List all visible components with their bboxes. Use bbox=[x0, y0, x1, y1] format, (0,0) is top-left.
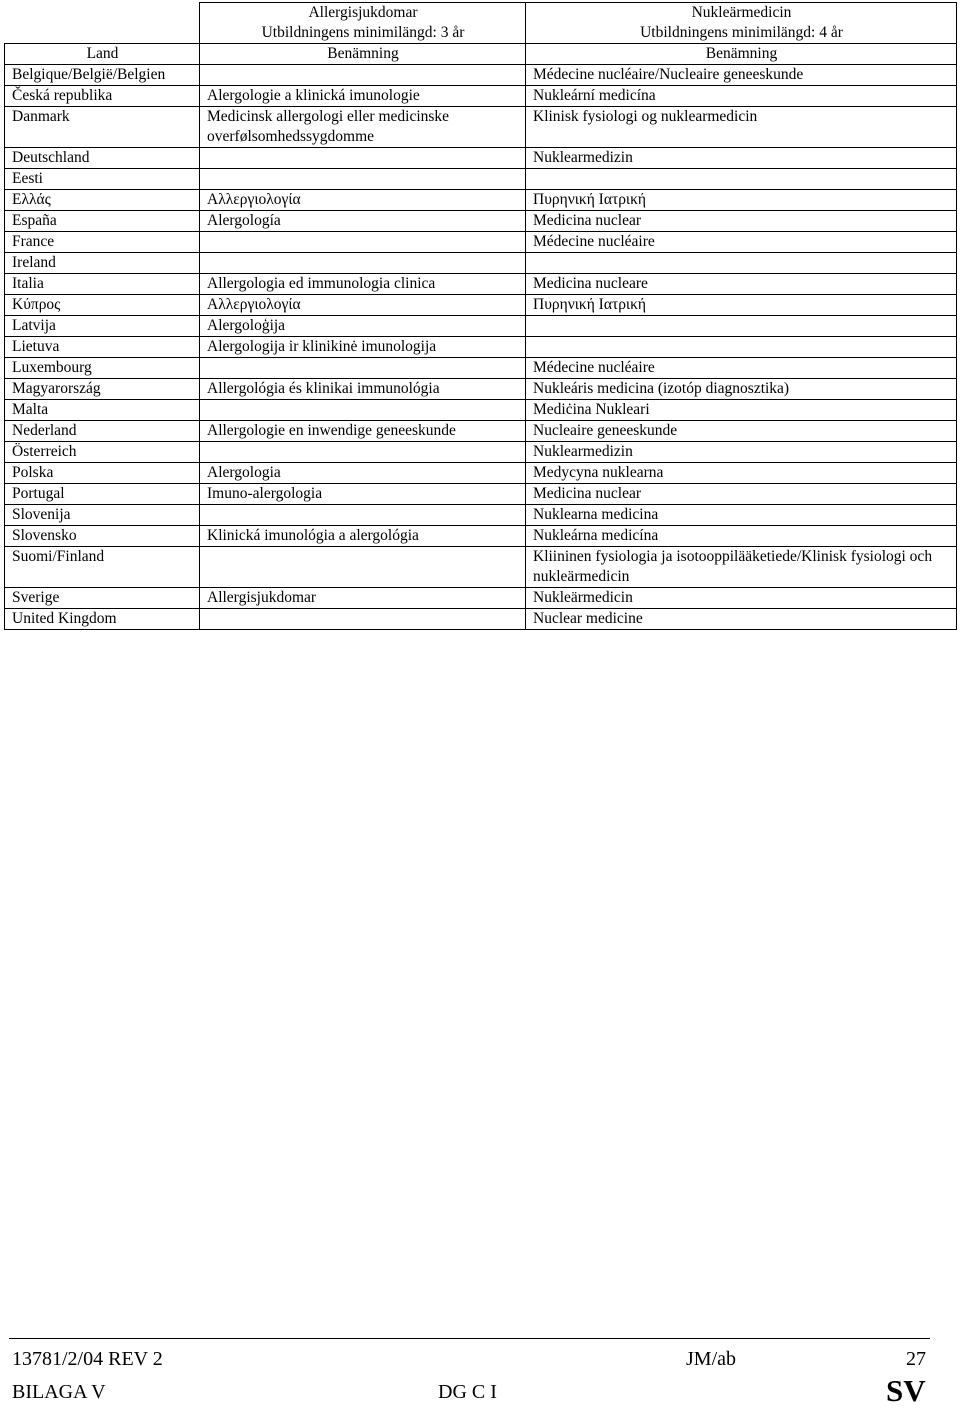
land-cell: Κύπρος bbox=[5, 295, 200, 316]
land-cell: Ελλάς bbox=[5, 190, 200, 211]
table-row bbox=[5, 588, 957, 609]
nuclear-name-cell: Medycyna nuklearna bbox=[526, 463, 957, 484]
table-row bbox=[5, 505, 957, 526]
nuclear-duration: Utbildningens minimilängd: 4 år bbox=[640, 24, 843, 41]
table-row bbox=[5, 526, 957, 547]
nuclear-name-cell: Medicina nuclear bbox=[526, 484, 957, 505]
table-row bbox=[5, 169, 957, 190]
table-row bbox=[5, 86, 957, 107]
table-row bbox=[5, 337, 957, 358]
header-empty-cell bbox=[5, 3, 200, 44]
table-row bbox=[5, 442, 957, 463]
allergy-name-cell: Alergología bbox=[200, 211, 526, 232]
nuclear-name-cell: Kliininen fysiologia ja isotooppilääketiede/Klinisk fysiologi och nukleärmedicin bbox=[526, 547, 957, 588]
allergy-name-cell: Klinická imunológia a alergológia bbox=[200, 526, 526, 547]
nuclear-name-cell: Nuklearmedizin bbox=[526, 148, 957, 169]
column-header-nuclear-name: Benämning bbox=[526, 44, 957, 65]
land-cell: Deutschland bbox=[5, 148, 200, 169]
allergy-title: Allergisjukdomar bbox=[308, 4, 418, 21]
nuclear-name-cell: Πυρηνική Ιατρική bbox=[526, 295, 957, 316]
land-cell: United Kingdom bbox=[5, 609, 200, 630]
land-cell: Ireland bbox=[5, 253, 200, 274]
land-cell: Malta bbox=[5, 400, 200, 421]
nuclear-name-cell bbox=[526, 169, 957, 190]
nuclear-name-cell bbox=[526, 253, 957, 274]
land-cell: France bbox=[5, 232, 200, 253]
footer-page-number: 27 bbox=[906, 1348, 926, 1370]
nuclear-name-cell: Nukleáris medicina (izotóp diagnosztika) bbox=[526, 379, 957, 400]
nuclear-name-cell: Nuclear medicine bbox=[526, 609, 957, 630]
allergy-name-cell: Medicinsk allergologi eller medicinske overfølsomhedssygdomme bbox=[200, 107, 526, 148]
allergy-name-cell: Alergologia bbox=[200, 463, 526, 484]
land-cell: Luxembourg bbox=[5, 358, 200, 379]
footer-initials: JM/ab bbox=[686, 1348, 736, 1370]
nuclear-name-cell bbox=[526, 337, 957, 358]
land-cell: Polska bbox=[5, 463, 200, 484]
header-row-titles bbox=[5, 3, 957, 44]
header-nuclear bbox=[526, 3, 957, 44]
land-cell: Danmark bbox=[5, 107, 200, 148]
land-cell: Slovenija bbox=[5, 505, 200, 526]
table-row bbox=[5, 65, 957, 86]
allergy-name-cell: Alergologija ir klinikinė imunologija bbox=[200, 337, 526, 358]
nuclear-name-cell: Nukleární medicína bbox=[526, 86, 957, 107]
allergy-name-cell bbox=[200, 169, 526, 190]
allergy-name-cell bbox=[200, 400, 526, 421]
header-allergy bbox=[200, 3, 526, 44]
allergy-name-cell: Imuno-alergologia bbox=[200, 484, 526, 505]
table-row bbox=[5, 400, 957, 421]
nuclear-name-cell bbox=[526, 316, 957, 337]
table-row bbox=[5, 148, 957, 169]
footer-dg: DG C I bbox=[438, 1381, 497, 1403]
nuclear-name-cell: Medicina nuclear bbox=[526, 211, 957, 232]
nuclear-name-cell: Nuklearna medicina bbox=[526, 505, 957, 526]
footer-rule bbox=[9, 1338, 930, 1339]
column-header-allergy-name: Benämning bbox=[200, 44, 526, 65]
allergy-name-cell bbox=[200, 148, 526, 169]
allergy-name-cell bbox=[200, 442, 526, 463]
land-cell: Italia bbox=[5, 274, 200, 295]
header-row-labels bbox=[5, 44, 957, 65]
allergy-name-cell bbox=[200, 609, 526, 630]
land-cell: Nederland bbox=[5, 421, 200, 442]
allergy-name-cell: Allergológia és klinikai immunológia bbox=[200, 379, 526, 400]
land-cell: Latvija bbox=[5, 316, 200, 337]
land-cell: Belgique/België/Belgien bbox=[5, 65, 200, 86]
table-row bbox=[5, 211, 957, 232]
allergy-name-cell bbox=[200, 358, 526, 379]
land-cell: Magyarország bbox=[5, 379, 200, 400]
footer-language: SV bbox=[886, 1373, 926, 1408]
table-row bbox=[5, 421, 957, 442]
nuclear-name-cell: Nuklearmedizin bbox=[526, 442, 957, 463]
nuclear-name-cell: Πυρηνική Ιατρική bbox=[526, 190, 957, 211]
allergy-name-cell bbox=[200, 65, 526, 86]
footer-annex: BILAGA V bbox=[12, 1381, 106, 1403]
nuclear-name-cell: Mediċina Nukleari bbox=[526, 400, 957, 421]
allergy-name-cell: Allergologia ed immunologia clinica bbox=[200, 274, 526, 295]
land-cell: Lietuva bbox=[5, 337, 200, 358]
nuclear-name-cell: Nukleárna medicína bbox=[526, 526, 957, 547]
allergy-name-cell: Alergologie a klinická imunologie bbox=[200, 86, 526, 107]
nuclear-name-cell: Klinisk fysiologi og nuklearmedicin bbox=[526, 107, 957, 148]
table-row bbox=[5, 463, 957, 484]
nuclear-title: Nukleärmedicin bbox=[691, 4, 792, 21]
allergy-name-cell bbox=[200, 232, 526, 253]
table-row bbox=[5, 316, 957, 337]
land-cell: Suomi/Finland bbox=[5, 547, 200, 588]
column-header-land: Land bbox=[5, 44, 200, 65]
nuclear-name-cell: Médecine nucléaire/Nucleaire geneeskunde bbox=[526, 65, 957, 86]
land-cell: Slovensko bbox=[5, 526, 200, 547]
table-row bbox=[5, 484, 957, 505]
nuclear-name-cell: Médecine nucléaire bbox=[526, 358, 957, 379]
land-cell: Eesti bbox=[5, 169, 200, 190]
table-row bbox=[5, 547, 957, 588]
table-row bbox=[5, 232, 957, 253]
table-row bbox=[5, 190, 957, 211]
allergy-name-cell: Αλλεργιολογία bbox=[200, 295, 526, 316]
nuclear-name-cell: Medicina nucleare bbox=[526, 274, 957, 295]
nuclear-name-cell: Nukleärmedicin bbox=[526, 588, 957, 609]
allergy-name-cell bbox=[200, 547, 526, 588]
table-row bbox=[5, 274, 957, 295]
allergy-name-cell: Alergoloģija bbox=[200, 316, 526, 337]
allergy-name-cell: Αλλεργιολογία bbox=[200, 190, 526, 211]
allergy-name-cell bbox=[200, 505, 526, 526]
table-row bbox=[5, 609, 957, 630]
table-row bbox=[5, 107, 957, 148]
nuclear-name-cell: Médecine nucléaire bbox=[526, 232, 957, 253]
footer-doc-ref: 13781/2/04 REV 2 bbox=[12, 1348, 163, 1370]
allergy-name-cell bbox=[200, 253, 526, 274]
allergy-duration: Utbildningens minimilängd: 3 år bbox=[261, 24, 465, 41]
table-row bbox=[5, 379, 957, 400]
table-row bbox=[5, 295, 957, 316]
table-row bbox=[5, 358, 957, 379]
land-cell: Sverige bbox=[5, 588, 200, 609]
land-cell: Česká republika bbox=[5, 86, 200, 107]
table-row bbox=[5, 253, 957, 274]
specialisation-table bbox=[4, 2, 957, 630]
land-cell: Portugal bbox=[5, 484, 200, 505]
land-cell: Österreich bbox=[5, 442, 200, 463]
allergy-name-cell: Allergisjukdomar bbox=[200, 588, 526, 609]
allergy-name-cell: Allergologie en inwendige geneeskunde bbox=[200, 421, 526, 442]
nuclear-name-cell: Nucleaire geneeskunde bbox=[526, 421, 957, 442]
land-cell: España bbox=[5, 211, 200, 232]
